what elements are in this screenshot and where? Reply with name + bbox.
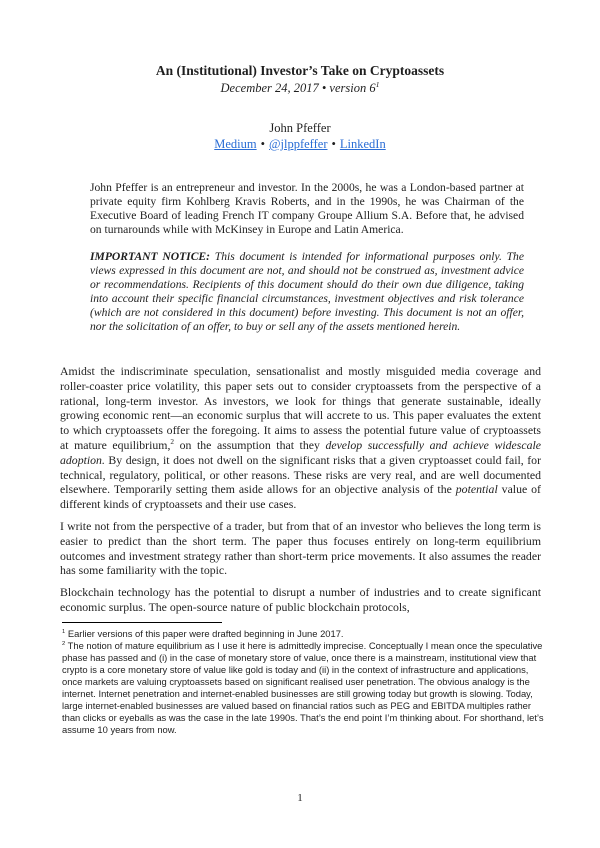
footnote-marker: 1 [62,628,66,635]
date-version-line [0,80,600,96]
footnote-item [62,640,544,736]
document-header [0,0,600,152]
link-separator: • [260,137,266,151]
text-run: December 24, 2017 • version 6 [220,81,376,95]
page-number: 1 [297,792,303,804]
footnote-text: The notion of mature equilibrium as I use it here is admittedly imprecise. Conceptually I mean once the speculative phase has passed and (i) in the case of monetary store of value, once there is a mainstream, institutional view that crypto is a core monetary store of value like gold is today and (ii) in the context of infrastructure and applications, once markets are valuing cryptoassets based on significant realised user penetration. The obvious analogy is the internet. Internet penetration and internet-enabled businesses are still growing today but growth is slowing. Today, large internet-enabled businesses are valued based on financial ratios such as PEG and EBITDA multiples rather than clicks or eyeballs as was the case in the late 1990s. That’s the end point I’m thinking about. For shorthand, let’s assume 10 years from now. [62,639,544,735]
footnote-marker: 2 [62,640,66,647]
footnotes-section [62,628,544,736]
body-paragraph [60,585,541,615]
body-paragraph [60,519,541,578]
text-run: This document is intended for informational purposes only. The views expressed in this document are not, and should not be construed as, investment advice or recommendations. Recipients of this document should do their own due diligence, taking into account their specific financial circumstances, investment objectives and risk tolerance (which are not considered in this document) before investing. This document is not an offer, nor the solicitation of an offer, to buy or sell any of the assets mentioned herein. [90,250,524,333]
text-run: on the assumption that they [174,437,326,452]
footnote-item [62,628,544,640]
footnote-divider [62,622,222,623]
superscript-ref: 1 [375,79,380,89]
footnote-text: Earlier versions of this paper were drafted beginning in June 2017. [65,627,344,639]
text-run: IMPORTANT NOTICE: [90,250,211,263]
text-run: Amidst the indiscriminate speculation, sensationalist and mostly misguided media coverage and roller-coaster price volatility, this paper sets out to consider cryptoassets from the perspective of a rational, long-term investor. As investors, we look for things that generate sustainable, ideally growing economic rent—an economic surplus that will accrete to us. This paper evaluates the extent to which cryptoassets offer the foregoing. It aims to assess the potential future value of cryptoassets at mature equilibrium, [60,364,541,452]
text-run: By design, it does not dwell on the significant risks that a given cryptoasset could fail, for technical, regulatory, political, or other reasons. These risks are very real, and are well documented elsewhere. Temporarily setting them aside allows for an objective analysis of the [60,452,541,497]
text-run: develop successfully and achieve widescale adoption. [60,437,541,467]
link-separator: • [331,137,336,151]
linkedin-link[interactable]: LinkedIn [339,137,386,151]
important-notice-paragraph [90,250,524,334]
medium-link[interactable]: Medium [214,137,257,151]
superscript-ref: 2 [170,437,175,447]
author-links [0,137,600,152]
intro-section [90,181,524,334]
body-paragraph [60,364,541,512]
body-paragraphs [60,364,541,615]
text-run: I write not from the perspective of a trader, but from that of an investor who believes the long term is easier to predict than the short term. The paper thus focuses entirely on long-term equilibrium outcomes and investment strategy rather than short-term price movements. It also assumes the reader has some familiarity with the topic. [60,518,541,578]
author-name: John Pfeffer [269,121,331,135]
page-title: An (Institutional) Investor’s Take on Cryptoassets [155,63,445,78]
text-run: potential [455,482,498,497]
author-bio-paragraph: John Pfeffer is an entrepreneur and investor. In the 2000s, he was a London-based partner at private equity firm Kohlberg Kravis Roberts, and in the 1990s, he was Chairman of the Executive Board of leading French IT company Groupe Allium S.A. Before that, he advised on turnarounds while with McKinsey in Europe and Latin America. [90,181,524,236]
twitter-handle-link[interactable]: @jlppfeffer [269,137,328,151]
text-run: value of different kinds of cryptoassets and their use cases. [60,482,541,512]
text-run: Blockchain technology has the potential to disrupt a number of industries and to create significant economic surplus. The open-source nature of public blockchain protocols, [60,585,541,614]
